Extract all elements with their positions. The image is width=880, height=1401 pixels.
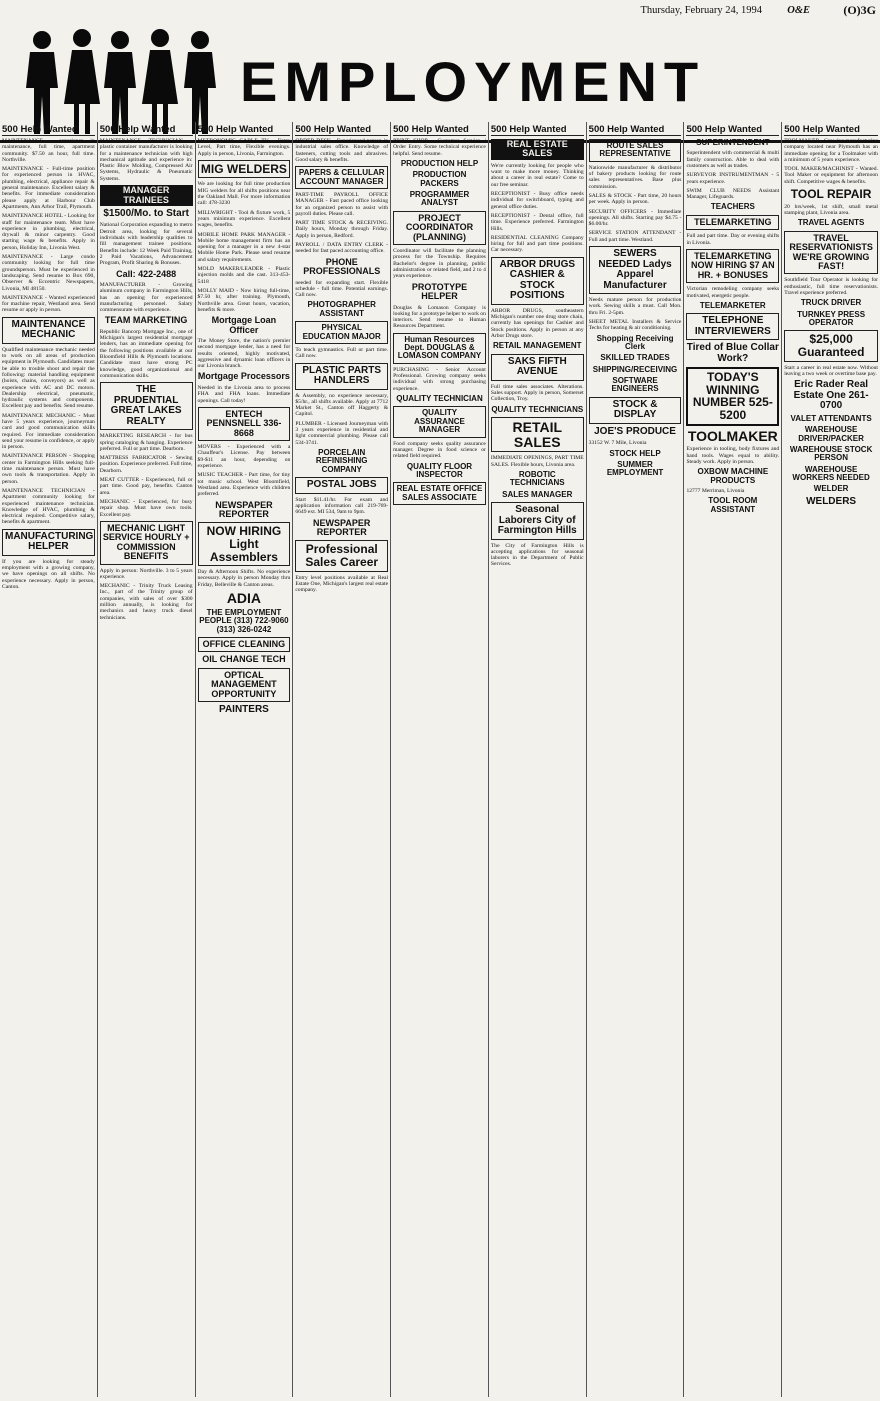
- classified-ad-text: MAINTENANCE - Full-time position for experienced person in HVAC, plumbing, electrical, appliance repair & general maintenance. Excellent salary & benefits. For immediate consideration please apply at Harbour Club Apartments, Ann Arbor Trail, Plymouth.: [2, 166, 95, 210]
- issue-date: Thursday, February 24, 1994: [640, 5, 762, 16]
- classified-ad-text: PURCHASING - Senior Account Professional. Growing company seeks individual with strong purchasing experience.: [393, 366, 486, 392]
- display-ad-heading: TELEMARKETER: [699, 300, 766, 310]
- column-header: 500 Help Wanted: [393, 124, 486, 136]
- classified-ad-text: MAINTENANCE HOTEL - Looking for staff for maintenance team. Must have experience in plumbing, electrical, drywall & minor carpentry. Good starting wage & benefits. Apply in person, Holiday Inn, Livonia West.: [2, 213, 95, 251]
- classified-ad-text: PAYROLL / DATA ENTRY CLERK - needed for fast paced accounting office.: [295, 242, 389, 255]
- classified-ad-text: The City of Farmington Hills is accepting applications for seasonal laborers in the Department of Public Services.: [490, 542, 584, 568]
- classified-ad-text: SALES & STOCK - Part time, 20 hours per week. Apply in person.: [588, 192, 682, 206]
- classified-ad-text: IMMEDIATE OPENINGS, PART TIME SALES. Flexible hours, Livonia area.: [490, 455, 584, 468]
- classified-column-7: [587, 122, 685, 1397]
- folio-line: [0, 2, 880, 20]
- classified-ad-text: RECEPTIONIST - Dental office, full time. Experience preferred. Farmington Hills.: [490, 212, 584, 232]
- display-ad-heading: SAKS FIFTH AVENUE: [491, 354, 584, 381]
- section-title: EMPLOYMENT: [240, 50, 706, 113]
- classified-ad-text: Apply in person: Northville. 3 to 5 years experience.: [99, 567, 193, 580]
- display-ad-heading: TRAVEL RESERVATIONISTS WE'RE GROWING FAST!: [784, 231, 878, 275]
- classified-ad-text: TOOLMAKER - Growing manufacturing company located near Plymouth has an immediate opening for a Toolmaker with a minimum of 5 years experience.: [784, 138, 878, 163]
- display-ad-heading: OFFICE CLEANING: [198, 637, 291, 652]
- classified-column-3: [196, 122, 294, 1397]
- page-number: (O)3G: [843, 3, 876, 17]
- classified-ad-text: Republic Bancorp Mortgage Inc., one of Michigan's largest residential mortgage lenders, has an immediate opening for the following positions available at our Bloomfield Hills & Plymouth locations. Candidate must have strong PC knowledge, good organizational and communication skills.: [99, 328, 193, 379]
- classified-ad-text: SHEET METAL Installers & Service Techs for heating & air conditioning.: [588, 318, 682, 332]
- display-ad-heading: OXBOW MACHINE PRODUCTS: [697, 467, 769, 485]
- classified-ad-text: 20 hrs/week, 1st shift, small metal stamping plant, Livonia area.: [784, 203, 878, 216]
- display-ad-heading: Eric Rader Real Estate One 261-0700: [793, 379, 869, 412]
- display-ad-heading: PROGRAMMER ANALYST: [409, 190, 470, 208]
- classified-ad-text: If you are looking for steady employment with a growing company, we have openings on all shifts. No experience necessary. Apply in person, Canton.: [2, 558, 95, 590]
- display-ad-heading: Mortgage Processors: [197, 371, 290, 382]
- display-ad-heading: SEWERS NEEDED Ladys Apparel Manufacturer: [589, 246, 682, 294]
- display-ad-heading: PAINTERS: [219, 704, 269, 716]
- display-ad-heading: MANAGER TRAINEES: [100, 185, 193, 206]
- display-ad-heading: SALES MANAGER: [502, 489, 573, 499]
- classified-ad-text: Food company seeks quality assurance manager. Degree in food science or related field required.: [393, 440, 486, 460]
- classified-column-2: [98, 122, 196, 1397]
- display-ad-heading: ROBOTIC TECHNICIANS: [509, 469, 565, 488]
- display-ad-heading: TEAM MARKETING: [104, 315, 188, 326]
- classified-ad-text: PART TIME STOCK & RECEIVING. Daily hours, Monday through Friday. Apply in person, Redford.: [295, 220, 389, 239]
- display-ad-heading: PLASTIC PARTS HANDLERS: [295, 363, 388, 390]
- column-header: 500 Help Wanted: [784, 124, 878, 136]
- display-ad-heading: TRAVEL AGENTS: [797, 218, 865, 228]
- classified-ad-text: MAINTENANCE - experience in maintenance, full time, apartment community. $7.50 an hour, full time. Northville.: [2, 138, 95, 163]
- classified-ad-text: Start $11.41/hr. For exam and application information call 219-769-6649 ext. MI 534, 9am to 9pm.: [295, 496, 389, 516]
- display-ad-heading: TELEMARKETING: [686, 215, 779, 230]
- classified-ad-text: PLUMBER - Licensed Journeyman with 3 years experience in residential and light commercial plumbing. Please call 534-3741.: [295, 420, 389, 446]
- display-ad-heading: NEWSPAPER REPORTER: [215, 499, 273, 519]
- classified-ad-text: ORDER DESK - Experienced person in industrial sales office. Knowledge of fasteners, cutting tools and abrasives. Good salary & benefits.: [295, 138, 389, 163]
- display-ad-heading: STOCK & DISPLAY: [589, 397, 682, 424]
- display-ad-heading: MANUFACTURING HELPER: [2, 529, 95, 556]
- classified-ad-text: PART-TIME PAYROLL OFFICE MANAGER - Fast paced office looking for an organized person to assist with payroll duties. Please call.: [295, 191, 389, 217]
- classified-ad-text: MECHANIC - Experienced, for busy repair shop. Must have own tools. Excellent pay.: [99, 498, 193, 518]
- classified-ad-text: Coordinator will facilitate the planning process for the Township. Requires Bachelor's degree in planning, public administration or related field, and 2 to 4 years experience.: [393, 248, 486, 280]
- classified-ad-text: MEAT CUTTER - Experienced, full or part time. Good pay, benefits. Canton area.: [99, 477, 193, 496]
- display-ad-heading: QUALITY ASSURANCE MANAGER: [393, 406, 486, 437]
- classified-ad-text: MILLWRIGHT - Tool & fixture work, 5 years minimum experience. Excellent wages, benefits.: [197, 209, 291, 229]
- classified-ad-text: MOVERS - Experienced with a Chauffeur's License. Pay between $9-$11 an hour, depending on experience.: [197, 444, 291, 470]
- display-ad-heading: THE EMPLOYMENT PEOPLE (313) 722-9060 (313) 326-0242: [199, 607, 289, 634]
- classified-ad-text: MAINTENANCE MECHANIC - Must have 5 years experience, journeyman card and good communication skills required. For immediate consideration send your resume in confidence, or apply in person.: [2, 412, 95, 451]
- classified-ad-text: MOBILE HOME PARK MANAGER - Mobile home management firm has an opening for a manager in a new 4-star Mobile Home Park. Please send resume and salary requirements.: [197, 231, 291, 263]
- classified-ad-text: MAINTENANCE TECHNICIAN - Apartment community looking for experienced maintenance technician. Knowledge of HVAC, plumbing & electrical required. Competitive salary, benefits & apartment.: [2, 487, 95, 526]
- classified-ad-text: Needed in the Livonia area to process FHA and FHA loans. Immediate openings. Call today!: [197, 384, 291, 404]
- display-ad-heading: PHYSICAL EDUCATION MAJOR: [295, 321, 388, 344]
- classified-column-6: [489, 122, 587, 1397]
- classified-ad-text: METRONOMIC CABLE TV - Entry Level, Part time, Flexible evenings. Apply in person, Livonia, Farmington.: [197, 138, 291, 157]
- publication-name: O&E: [787, 5, 810, 16]
- display-ad-heading: TOOL REPAIR: [790, 187, 872, 202]
- classified-ad-text: MOLD MAKER/LEADER - Plastic injection molds and die cast. 313-453-5418: [197, 266, 291, 285]
- display-ad-heading: MIG WELDERS: [198, 160, 291, 179]
- display-ad-heading: PRODUCTION PACKERS: [412, 170, 467, 188]
- display-ad-heading: $25,000 Guaranteed: [784, 330, 878, 361]
- display-ad-heading: MAINTENANCE MECHANIC: [2, 317, 95, 344]
- classified-ad-text: Superintendent with commercial & multi family construction. Able to deal with customers as well as trades.: [686, 150, 780, 169]
- display-ad-heading: ADIA: [226, 590, 262, 607]
- display-ad-heading: ENTECH PENNSNELL 336-8668: [198, 407, 291, 441]
- classified-column-9: [782, 122, 880, 1397]
- classified-ad-text: Full time sales associates. Alterations. Sales support. Apply in person, Somerset Collection, Troy.: [490, 383, 584, 403]
- display-ad-heading: SUPERINTENDENT: [696, 138, 770, 147]
- classified-ad-text: MAINTENANCE - Large condo community looking for full time groundsperson. Must be experienced in landscaping. Send resume to Box 690, Observer & Eccentric Newspapers, Livonia, MI 48150.: [2, 254, 95, 292]
- classified-column-4: [293, 122, 391, 1397]
- display-ad-heading: STOCK HELP: [609, 448, 661, 458]
- classified-ad-text: Qualified maintenance mechanic needed to work on all areas of production equipment in Plymouth. Candidates must be able to trouble shoot and repair the following: material handling equipment (hoists, chains, conveyors) as well as experience with AC and DC motors. Dealership electrical, pneumatic, hydraulic systems and components. Excellent pay and benefits. Send resume.: [2, 346, 95, 410]
- classified-ad-text: MECHANIC - Trinity Truck Leasing Inc., part of the Trinity group of companies, with sales of over $300 million annually, is looking for mechanics and heavy truck diesel technicians.: [99, 583, 193, 621]
- classified-ad-text: 12777 Merriman, Livonia: [686, 487, 745, 494]
- column-header: 500 Help Wanted: [2, 124, 95, 136]
- display-ad-heading: TODAY'S WINNING NUMBER 525-5200: [686, 367, 779, 425]
- display-ad-heading: TELEMARKETING NOW HIRING $7 AN HR. + BONUSES: [686, 249, 779, 283]
- classified-ad-text: Victorian remodeling company seeks motivated, energetic people.: [686, 286, 780, 299]
- display-ad-heading: NOW HIRING Light Assemblers: [198, 522, 291, 566]
- classified-ad-text: National Corporation expanding to metro Detroit area, looking for several individuals with leadership qualities to fill management trainee positions. Benefits include: 12 Week Paid Training, 2 Paid Vacations, Advancement Program, Profit Sharing & Bonuses.: [99, 222, 193, 267]
- display-ad-heading: ROUTE SALES REPRESENTATIVE: [589, 139, 682, 162]
- column-header: 500 Help Wanted: [589, 124, 682, 136]
- display-ad-heading: QUALITY TECHNICIANS: [491, 404, 584, 414]
- display-ad-heading: RETAIL SALES: [491, 417, 584, 452]
- display-ad-heading: PORCELAIN REFINISHING COMPANY: [315, 447, 368, 474]
- classified-ad-text: MANUFACTURER - Growing aluminum company in Farmington Hills, has an opening for experienced manufacturing personnel. Salary commensurate with experience.: [99, 281, 193, 314]
- classified-ad-text: Full and part time. Day or evening shifts in Livonia.: [686, 233, 780, 246]
- display-ad-heading: THE PRUDENTIAL GREAT LAKES REALTY: [100, 382, 193, 430]
- classified-ad-text: MAINTENANCE PERSON - Shopping center in Farmington Hills seeking full-time maintenance person. Must have own tools & transportation. Apply in person.: [2, 453, 95, 485]
- classified-ad-text: ARBOR DRUGS, southeastern Michigan's number one drug store chain, currently has openings for Cashier and Stock positions. Apply in person at any Arbor Drugs store.: [490, 307, 584, 339]
- classified-column-8: [684, 122, 782, 1397]
- classified-ad-text: Douglas & Lomason Company is looking for a prototype helper to work on interiors. Send resume to Human Resources Department.: [393, 304, 486, 330]
- display-ad-heading: QUALITY FLOOR INSPECTOR: [406, 461, 473, 479]
- classified-ad-text: We're currently looking for people who want to make more money. Thinking about a career in real estate? Come to our free seminar.: [490, 162, 584, 188]
- display-ad-heading: SOFTWARE ENGINEERS: [611, 376, 659, 394]
- display-ad-heading: PROTOTYPE HELPER: [411, 281, 468, 302]
- classified-ad-text: To teach gymnastics. Full or part time. Call now.: [295, 346, 389, 360]
- display-ad-heading: TOOL ROOM ASSISTANT: [708, 496, 758, 514]
- display-ad-heading: Shopping Receiving Clerk: [596, 333, 674, 351]
- display-ad-heading: $1500/Mo. to Start: [103, 207, 189, 219]
- display-ad-heading: NEWSPAPER REPORTER: [313, 517, 371, 537]
- display-ad-heading: TELEPHONE INTERVIEWERS: [686, 313, 779, 340]
- display-ad-heading: Call: 422-2488: [116, 268, 177, 279]
- classified-ad-text: SERVICE STATION ATTENDANT - Full and part time. Westland.: [588, 230, 682, 243]
- display-ad-heading: SKILLED TRADES: [600, 353, 670, 363]
- classified-ad-text: Experience in tooling, body fixtures and hand tools. Wages equal to ability. Steady work. Apply in person.: [686, 446, 780, 465]
- classified-ad-text: Entry level positions available at Real Estate One, Michigan's largest real estate company.: [295, 574, 389, 594]
- display-ad-heading: JOE'S PRODUCE: [594, 425, 676, 437]
- display-ad-heading: SUMMER EMPLOYMENT: [606, 460, 664, 478]
- classified-ad-text: PRINT SHOP - Customer Service / Order Entry. Some technical experience helpful. Send resume.: [393, 138, 486, 157]
- classified-ad-text: We are looking for full time production MIG welders for all shifts positions near the Oakland Mall. For more information call: 478-3230: [197, 181, 291, 207]
- classified-ad-text: The Money Store, the nation's premier second mortgage lender, has a need for results oriented, highly motivated, aggressive and dynamic loan officers in our Livonia branch.: [197, 338, 291, 370]
- display-ad-heading: VALET ATTENDANTS: [790, 413, 872, 423]
- display-ad-heading: POSTAL JOBS: [295, 477, 388, 494]
- display-ad-heading: WAREHOUSE WORKERS NEEDED: [792, 464, 870, 483]
- classified-ad-text: TOOL MAKER/MACHINIST - Wanted. Tool Maker or equipment for afternoon shift. Competitive wages & benefits.: [784, 166, 878, 185]
- column-header: 500 Help Wanted: [198, 124, 291, 136]
- classified-ad-text: MAINTENANCE - Wanted experienced for machine repair, Westland area. Send resume or apply in person.: [2, 294, 95, 314]
- display-ad-heading: Human Resources Dept. DOUGLAS & LOMASON COMPANY: [393, 333, 486, 364]
- display-ad-heading: TRUCK DRIVER: [800, 298, 862, 308]
- classified-ad-text: MARKETING RESEARCH - for bus spring cataloging & hanging. Experience preferred. Full or part time. Dearborn.: [99, 433, 193, 452]
- classified-ad-text: RECEPTIONIST - Busy office needs individual for switchboard, typing and general office duties.: [490, 191, 584, 210]
- classified-ad-text: MATTRESS FABRICATOR - Sewing position. Experience preferred. Full time, Dearborn.: [99, 455, 193, 474]
- classified-ad-text: Start a career in real estate now. Without leaving a two week or overtime base pay.: [784, 364, 878, 377]
- column-header: 500 Help Wanted: [491, 124, 584, 136]
- classified-ad-text: RESIDENTIAL CLEANING Company hiring for full and part time positions. Car necessary.: [490, 234, 584, 254]
- display-ad-heading: MECHANIC LIGHT SERVICE HOURLY + COMMISSION BENEFITS: [100, 521, 193, 565]
- classified-ad-text: Southfield Tour Operator is looking for enthusiastic, full time reservationists. Travel experience preferred.: [784, 277, 878, 296]
- display-ad-heading: PHOTOGRAPHER ASSISTANT: [307, 300, 376, 318]
- classified-ad-text: MOLLY MAID - Now hiring full-time, $7.50 hr, after training. Plymouth, Northville area. Great hours, vacation, benefits & more.: [197, 287, 291, 313]
- classified-ad-text: & Assembly, no experience necessary, $5/hr., all shifts available. Apply at 7712 Market St., Canton off Haggerty & Capitol.: [295, 392, 389, 418]
- classified-ad-text: SWIM CLUB NEEDS Assistant Manager, Lifeguards.: [686, 187, 780, 201]
- display-ad-heading: WAREHOUSE STOCK PERSON: [789, 444, 873, 463]
- classified-ad-text: MAINTENANCE TECHNICIAN - plastic container manufacturer is looking for a maintenance technician with high mechanical aptitude and experience in: Plastic Blow Molding, Compressed Air Systems, Hydraulic & Pneumatic Systems.: [99, 138, 193, 182]
- classified-ad-text: SURVEYOR INSTRUMENTMAN - 5 years experience.: [686, 172, 780, 185]
- classified-columns: [0, 122, 880, 1397]
- column-header: 500 Help Wanted: [100, 124, 193, 136]
- display-ad-heading: TEACHERS: [710, 202, 755, 212]
- display-ad-heading: OIL CHANGE TECH: [202, 654, 286, 665]
- display-ad-heading: REAL ESTATE SALES: [491, 139, 584, 160]
- column-header: 500 Help Wanted: [295, 124, 388, 136]
- display-ad-heading: PAPERS & CELLULAR ACCOUNT MANAGER: [295, 166, 388, 189]
- display-ad-heading: ARBOR DRUGS CASHIER & STOCK POSITIONS: [491, 257, 584, 305]
- display-ad-heading: Professional Sales Career: [295, 540, 388, 571]
- display-ad-heading: Seasonal Laborers City of Farmington Hills: [491, 502, 584, 540]
- classified-ad-text: Nationwide manufacturer & distributor of bakery products looking for route sales representatives. Base plus commission.: [588, 164, 682, 190]
- classified-ad-text: Day & Afternoon Shifts. No experience necessary. Apply in person Monday thru Friday, Belleville & Canton areas.: [197, 569, 291, 588]
- classified-ad-text: needed for expanding start. Flexible schedule - full time. Potential earnings. Call now.: [295, 279, 389, 299]
- classified-column-5: [391, 122, 489, 1397]
- classified-ad-text: 33152 W. 7 Mile, Livonia: [588, 440, 647, 447]
- display-ad-heading: TURNKEY PRESS OPERATOR: [797, 309, 866, 328]
- display-ad-heading: TOOLMAKER: [687, 427, 778, 444]
- display-ad-heading: PROJECT COORDINATOR (PLANNING): [393, 211, 486, 245]
- display-ad-heading: PRODUCTION HELP: [400, 158, 479, 168]
- display-ad-heading: PHONE PROFESSIONALS: [303, 256, 381, 277]
- display-ad-heading: WELDER: [813, 484, 849, 494]
- classified-column-1: [0, 122, 98, 1397]
- display-ad-heading: REAL ESTATE OFFICE SALES ASSOCIATE: [393, 482, 486, 505]
- display-ad-heading: OPTICAL MANAGEMENT OPPORTUNITY: [198, 668, 291, 702]
- display-ad-heading: Tired of Blue Collar Work?: [686, 342, 779, 364]
- display-ad-heading: WAREHOUSE DRIVER/PACKER: [798, 425, 864, 443]
- display-ad-heading: WELDERS: [806, 495, 857, 507]
- column-header: 500 Help Wanted: [686, 124, 779, 136]
- classified-ad-text: Needs mature person for production work. Sewing skills a must. Call Mon. thru Fri. 2-5pm.: [588, 297, 682, 316]
- classified-ad-text: SECURITY OFFICERS - Immediate openings. All shifts. Starting pay $4.75 - $6.00/hr.: [588, 208, 682, 228]
- display-ad-heading: QUALITY TECHNICIAN: [396, 394, 483, 404]
- display-ad-heading: RETAIL MANAGEMENT: [492, 341, 582, 351]
- display-ad-heading: SHIPPING/RECEIVING: [592, 364, 678, 374]
- display-ad-heading: Mortgage Loan Officer: [211, 315, 277, 335]
- classified-ad-text: MUSIC TEACHER - Part time, for tiny tot music school. West Bloomfield, Westland area. Experience with children preferred.: [197, 472, 291, 498]
